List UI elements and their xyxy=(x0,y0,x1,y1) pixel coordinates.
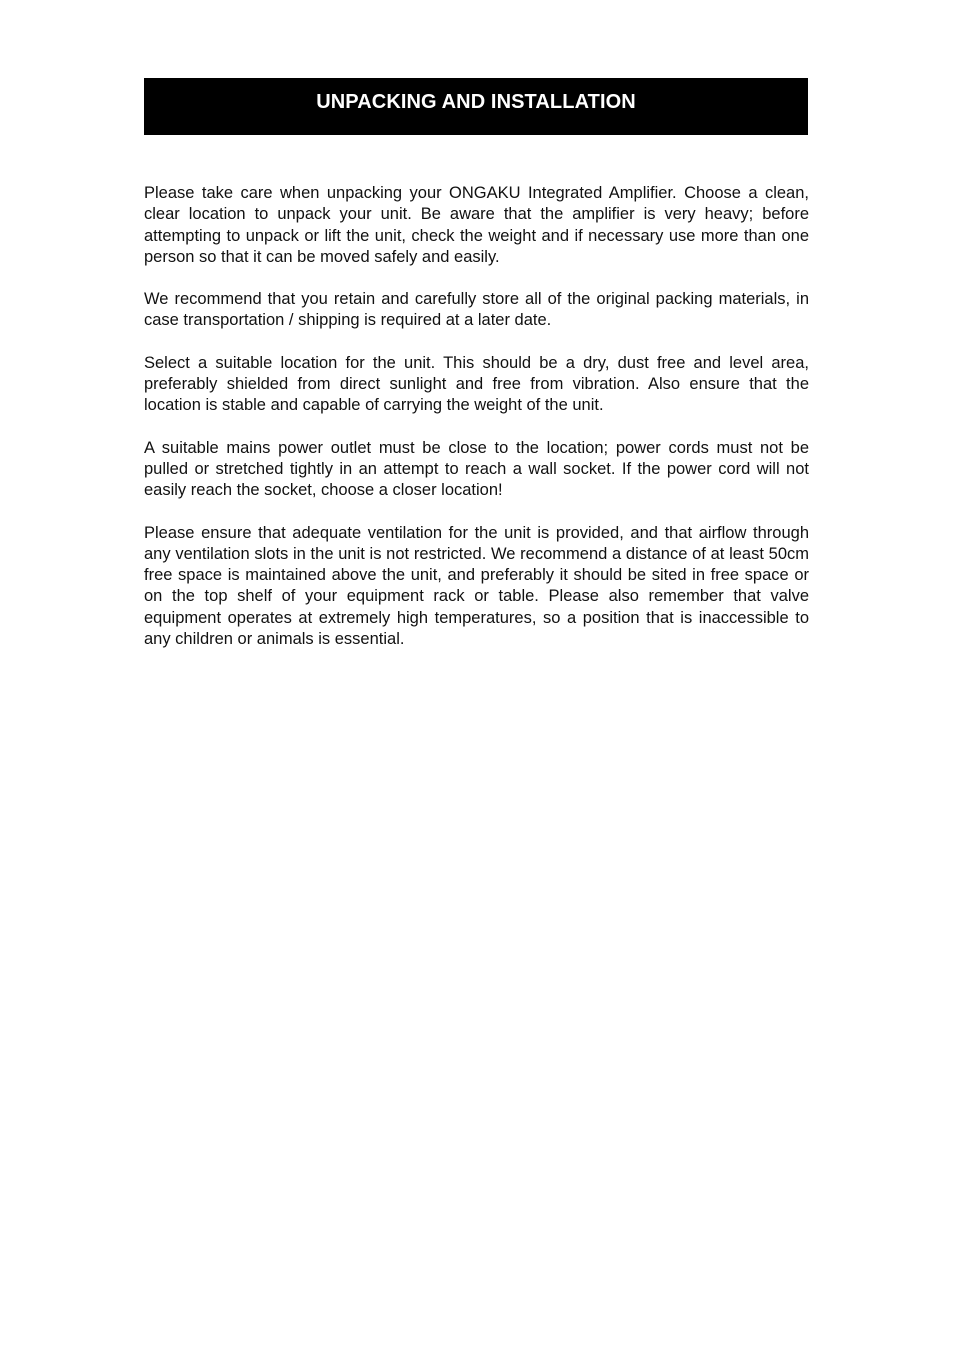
paragraph-power-outlet: A suitable mains power outlet must be close to the location; power cords must not be pulled or stretched tightly in an attempt to reach a wall socket. If the power cord will not easily reach the socket, choose a closer location! xyxy=(144,438,809,500)
paragraph-unpacking: Please take care when unpacking your ONGAKU Integrated Amplifier. Choose a clean, clear location to unpack your unit. Be aware that the amplifier is very heavy; before attempting to unpack or lift the unit, check the weight and if necessary use more than one person so that it can be moved safely and easily. xyxy=(144,184,809,266)
paragraph-location: Select a suitable location for the unit. This should be a dry, dust free and level area, preferably shielded from direct sunlight and free from vibration. Also ensure that the location is stable and capable of carrying the weight of the unit. xyxy=(144,353,809,415)
paragraph-ventilation: Please ensure that adequate ventilation for the unit is provided, and that airflow through any ventilation slots in the unit is not restricted. We recommend a distance of at least 50cm free space is maintained above the unit, and preferably it should be sited in free space or on the top shelf of your equipment rack or table. Please also remember that valve equipment operates at extremely high temperatures, so a position that is inaccessible to any children or animals is essential. xyxy=(144,523,809,649)
section-title-bar xyxy=(144,78,808,135)
section-title: UNPACKING AND INSTALLATION xyxy=(316,91,636,113)
body-text xyxy=(144,183,809,671)
paragraph-packing-materials: We recommend that you retain and carefully store all of the original packing materials, in case transportation / shipping is required at a later date. xyxy=(144,290,809,330)
